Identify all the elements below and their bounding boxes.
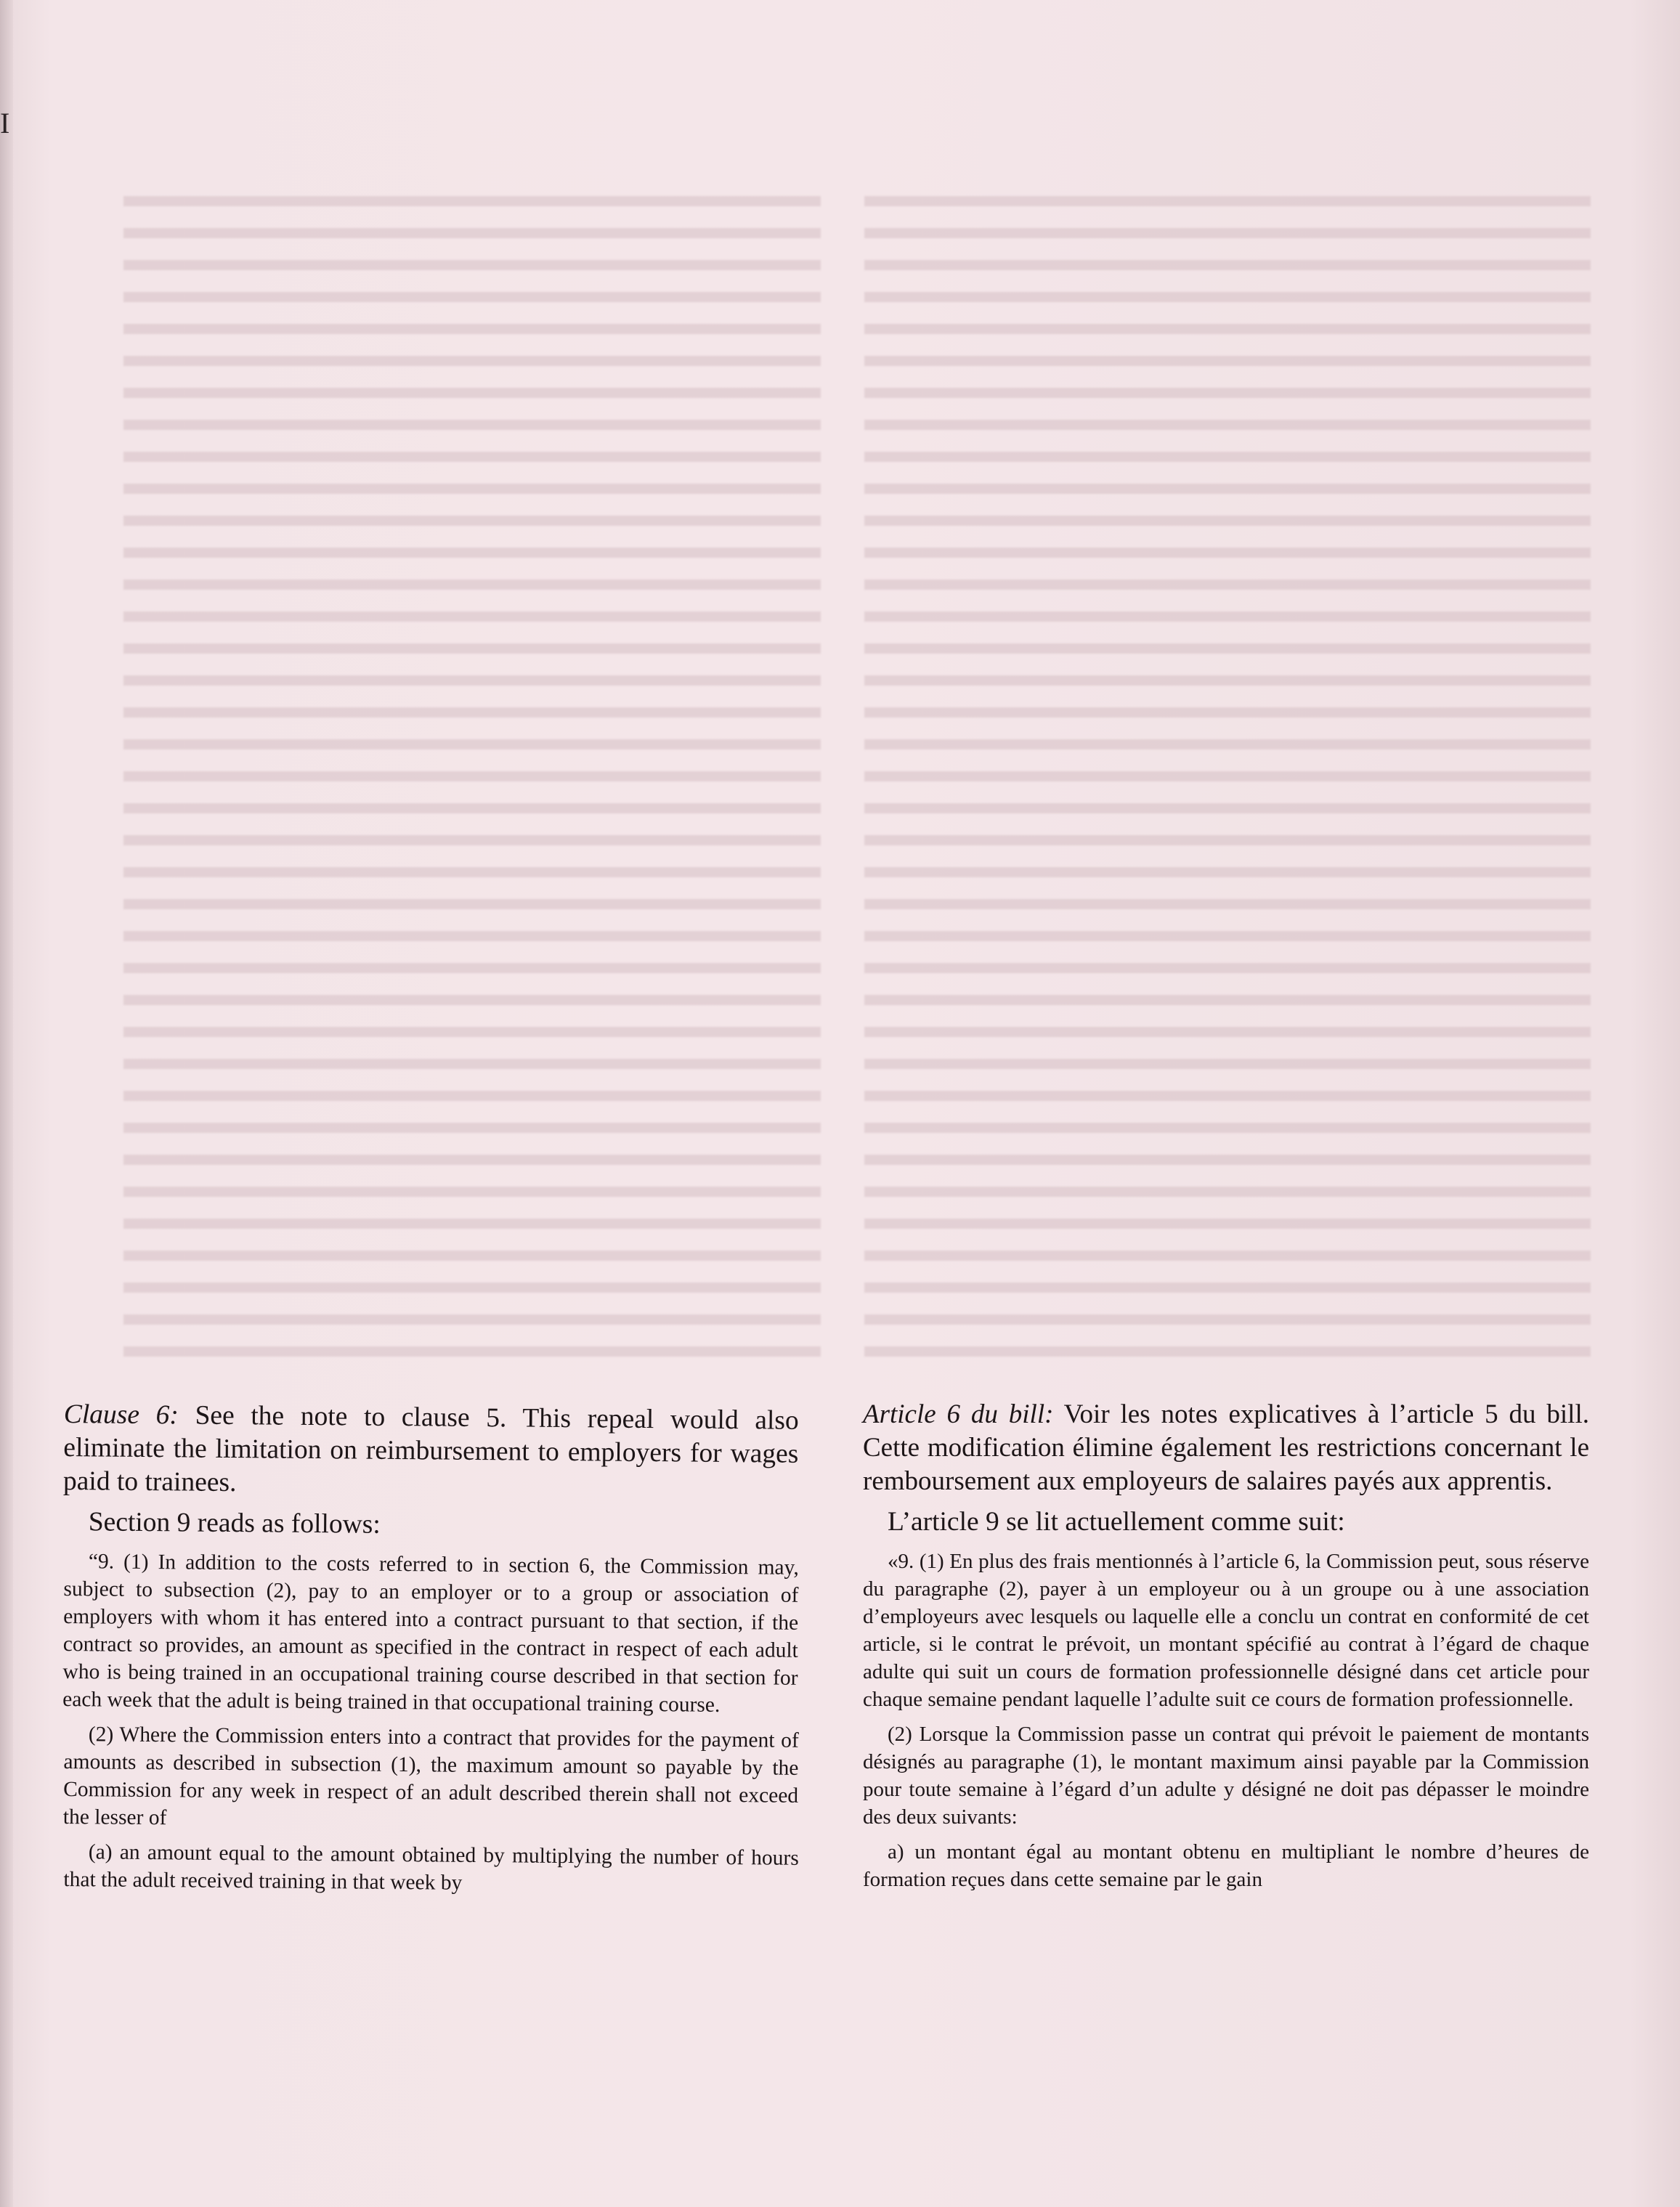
clause-6-text: See the note to clause 5. This repeal would also eliminate the limitation on reimbursement to employers for wages paid to trainees. [62,1400,799,1498]
article-9-paragraphe-2: (2) Lorsque la Commission passe un contrat qui prévoit le paiement de montants désignés au paragraphe (1), le montant maximum ainsi payable par la Commission pour toute semaine à l’égard d’un adulte y désigné ne doit pas dépasser le moindre des deux suivants: [863,1723,1589,1829]
clause-6-heading: Clause 6: [63,1399,179,1431]
english-column [64,1398,799,1901]
section-9-paragraph-a: (a) an amount equal to the amount obtained by multiplying the number of hours that the adult received training in that week by [63,1840,799,1895]
article-6-note [863,1398,1589,1498]
article-6-heading: Article 6 du bill: [863,1399,1054,1429]
bleed-through-left [123,196,821,1373]
article-9-alinea-a: a) un montant égal au montant obtenu en multipliant le nombre d’heures de formation reçues dans cette semaine par le gain [863,1840,1589,1891]
french-column [863,1398,1589,1901]
clause-6-note [63,1398,799,1505]
section-9-subsection-2: (2) Where the Commission enters into a contract that provides for the payment of amounts as described in subsection (1), the maximum amount so payable by the Commission for any week in respect of an adult described therein shall not exceed the lesser of [62,1723,799,1830]
article-6-text: Voir les notes explicatives à l’article 5 du bill. Cette modification élimine également les restrictions concernant le remboursement aux employeurs de salaires payés aux apprentis. [863,1399,1589,1496]
bleed-through-right [864,196,1591,1358]
article-9-paragraphe-1: «9. (1) En plus des frais mentionnés à l’article 6, la Commission peut, sous réserve du paragraphe (2), payer à un employeur ou à un groupe ou à une association d’employeurs avec lesquels ou laquelle elle a conclu un contrat en conformité de cet article, si le contrat le prévoit, un montant spécifié au contrat à l’égard de chaque adulte qui suit un cours de formation professionnelle désigné dans cet article pour chaque semaine pendant laquelle l’adulte suit ce cours de formation professionnelle. [863,1550,1589,1711]
page-binding-edge [0,0,13,2207]
article-9-heading: L’article 9 se lit actuellement comme suit: [888,1507,1345,1537]
margin-mark: I [0,107,10,139]
section-9-heading: Section 9 reads as follows: [88,1507,381,1540]
section-9-subsection-1: “9. (1) In addition to the costs referred to in section 6, the Commission may, subject to subsection (2), pay to an employer or to a group or association of employers with whom it has entered into a contract pursuant to that section, if the contract so provides, an amount as specified in the contract in respect of each adult who is being trained in an occupational training course described in that section for each week that the adult is being trained in that occupational training course. [62,1550,799,1717]
